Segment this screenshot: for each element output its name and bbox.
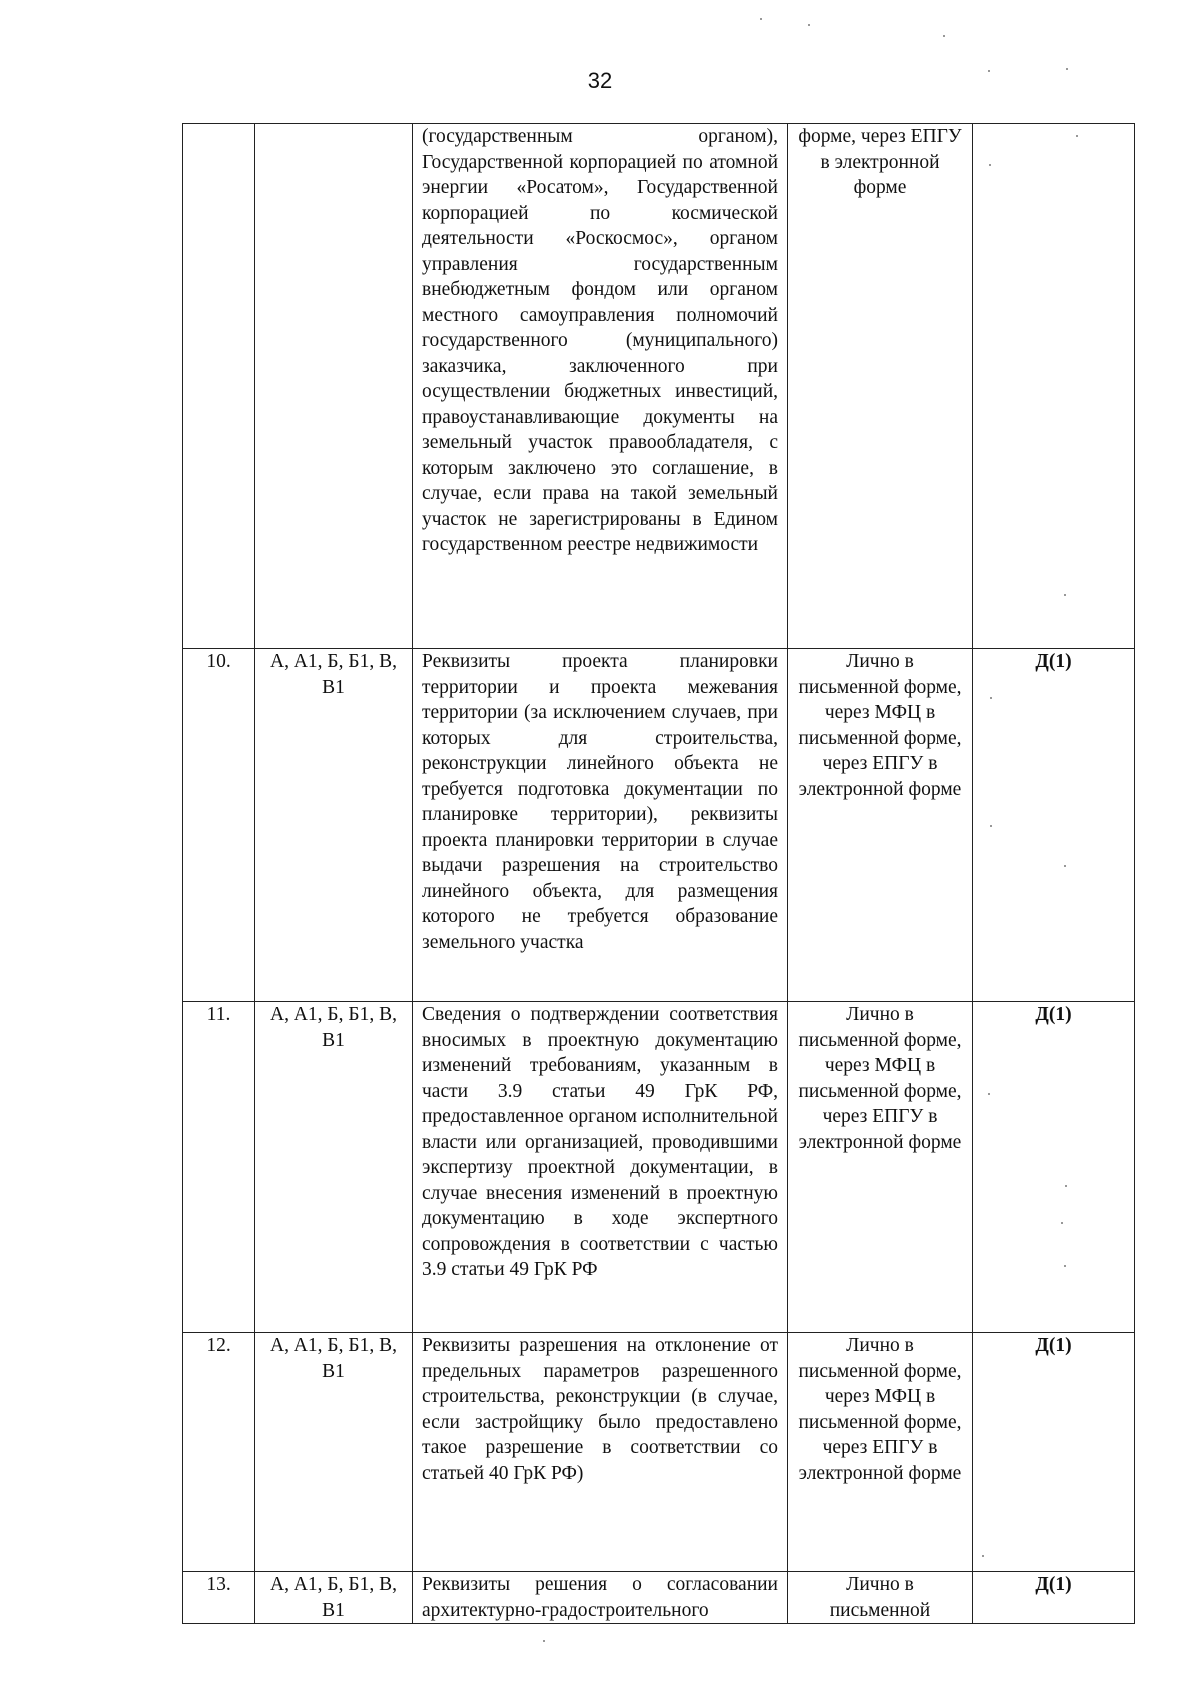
scan-speck [988,70,990,72]
row-number-cell: 11. [183,1002,255,1333]
submission-form-cell: Лично в письменной форме, через МФЦ в письменной форме, через ЕПГУ в электронной форме [788,1002,973,1333]
scan-speck [543,1640,545,1642]
scan-speck [1065,1185,1067,1187]
table-row-continuation [183,124,1135,649]
page-number: 32 [587,68,613,93]
submission-form-cell: Лично в письменной [788,1572,973,1624]
document-description-cell: Реквизиты решения о согласовании архитектурно-градостроительного [413,1572,788,1624]
submission-form-cell: Лично в письменной форме, через МФЦ в письменной форме, через ЕПГУ в электронной форме [788,1333,973,1572]
scan-speck [990,825,992,827]
row-number-cell: 10. [183,649,255,1002]
scan-speck [1064,865,1066,867]
scan-speck [760,18,762,20]
table-row-12 [183,1333,1135,1572]
document-description-cell: Сведения о подтверждении соответствия вносимых в проектную документацию изменений требованиям, указанным в части 3.9 статьи 49 ГрК РФ, предоставленное органом исполнительной власти или организацией, проводившими экспертизу проектной документации, в случае внесения изменений в проектную документацию в ходе экспертного сопровождения в соответствии с частью 3.9 статьи 49 ГрК РФ [413,1002,788,1333]
document-code-cell: Д(1) [973,1002,1135,1333]
document-description-cell: Реквизиты проекта планировки территории и проекта межевания территории (за исключением случаев, при которых для строительства, реконструкции линейного объекта не требуется подготовка документации по планировке территории), реквизиты проекта планировки территории в случае выдачи разрешения на строительство линейного объекта, для размещения которого не требуется образование земельного участка [413,649,788,1002]
scan-speck [988,1093,990,1095]
document-code-cell: Д(1) [973,649,1135,1002]
scan-speck [1076,135,1078,137]
table-row-13 [183,1572,1135,1624]
submission-form-cell: форме, через ЕПГУ в электронной форме [788,124,973,649]
document-code-cell: Д(1) [973,1333,1135,1572]
document-code-cell: Д(1) [973,1572,1135,1624]
scan-speck [1061,1222,1063,1224]
row-number-cell: 13. [183,1572,255,1624]
applicant-categories-cell: А, А1, Б, Б1, В, В1 [255,1002,413,1333]
scan-speck [990,697,992,699]
document-code-cell [973,124,1135,649]
scan-speck [1066,68,1068,70]
applicant-categories-cell: А, А1, Б, Б1, В, В1 [255,1572,413,1624]
scan-speck [982,1555,984,1557]
scan-speck [1064,594,1066,596]
row-number-cell: 12. [183,1333,255,1572]
submission-form-cell: Лично в письменной форме, через МФЦ в письменной форме, через ЕПГУ в электронной форме [788,649,973,1002]
row-number-cell [183,124,255,649]
applicant-categories-cell: А, А1, Б, Б1, В, В1 [255,649,413,1002]
applicant-categories-cell [255,124,413,649]
scan-speck [989,164,991,166]
requirements-table [182,123,1135,1624]
scan-speck [808,24,810,26]
table-row-11 [183,1002,1135,1333]
scan-speck [1064,1265,1066,1267]
applicant-categories-cell: А, А1, Б, Б1, В, В1 [255,1333,413,1572]
document-description-cell: Реквизиты разрешения на отклонение от предельных параметров разрешенного строительства, реконструкции (в случае, если застройщику было предоставлено такое разрешение в соответствии со статьей 40 ГрК РФ) [413,1333,788,1572]
scan-speck [943,35,945,37]
document-description-cell: (государственным органом), Государственной корпорацией по атомной энергии «Росатом», Государственной корпорацией по космической деятельности «Роскосмос», органом управления государственным внебюджетным фондом или органом местного самоуправления полномочий государственного (муниципального) заказчика, заключенного при осуществлении бюджетных инвестиций, правоустанавливающие документы на земельный участок правообладателя, с которым заключено это соглашение, в случае, если права на такой земельный участок не зарегистрированы в Едином государственном реестре недвижимости [413,124,788,649]
